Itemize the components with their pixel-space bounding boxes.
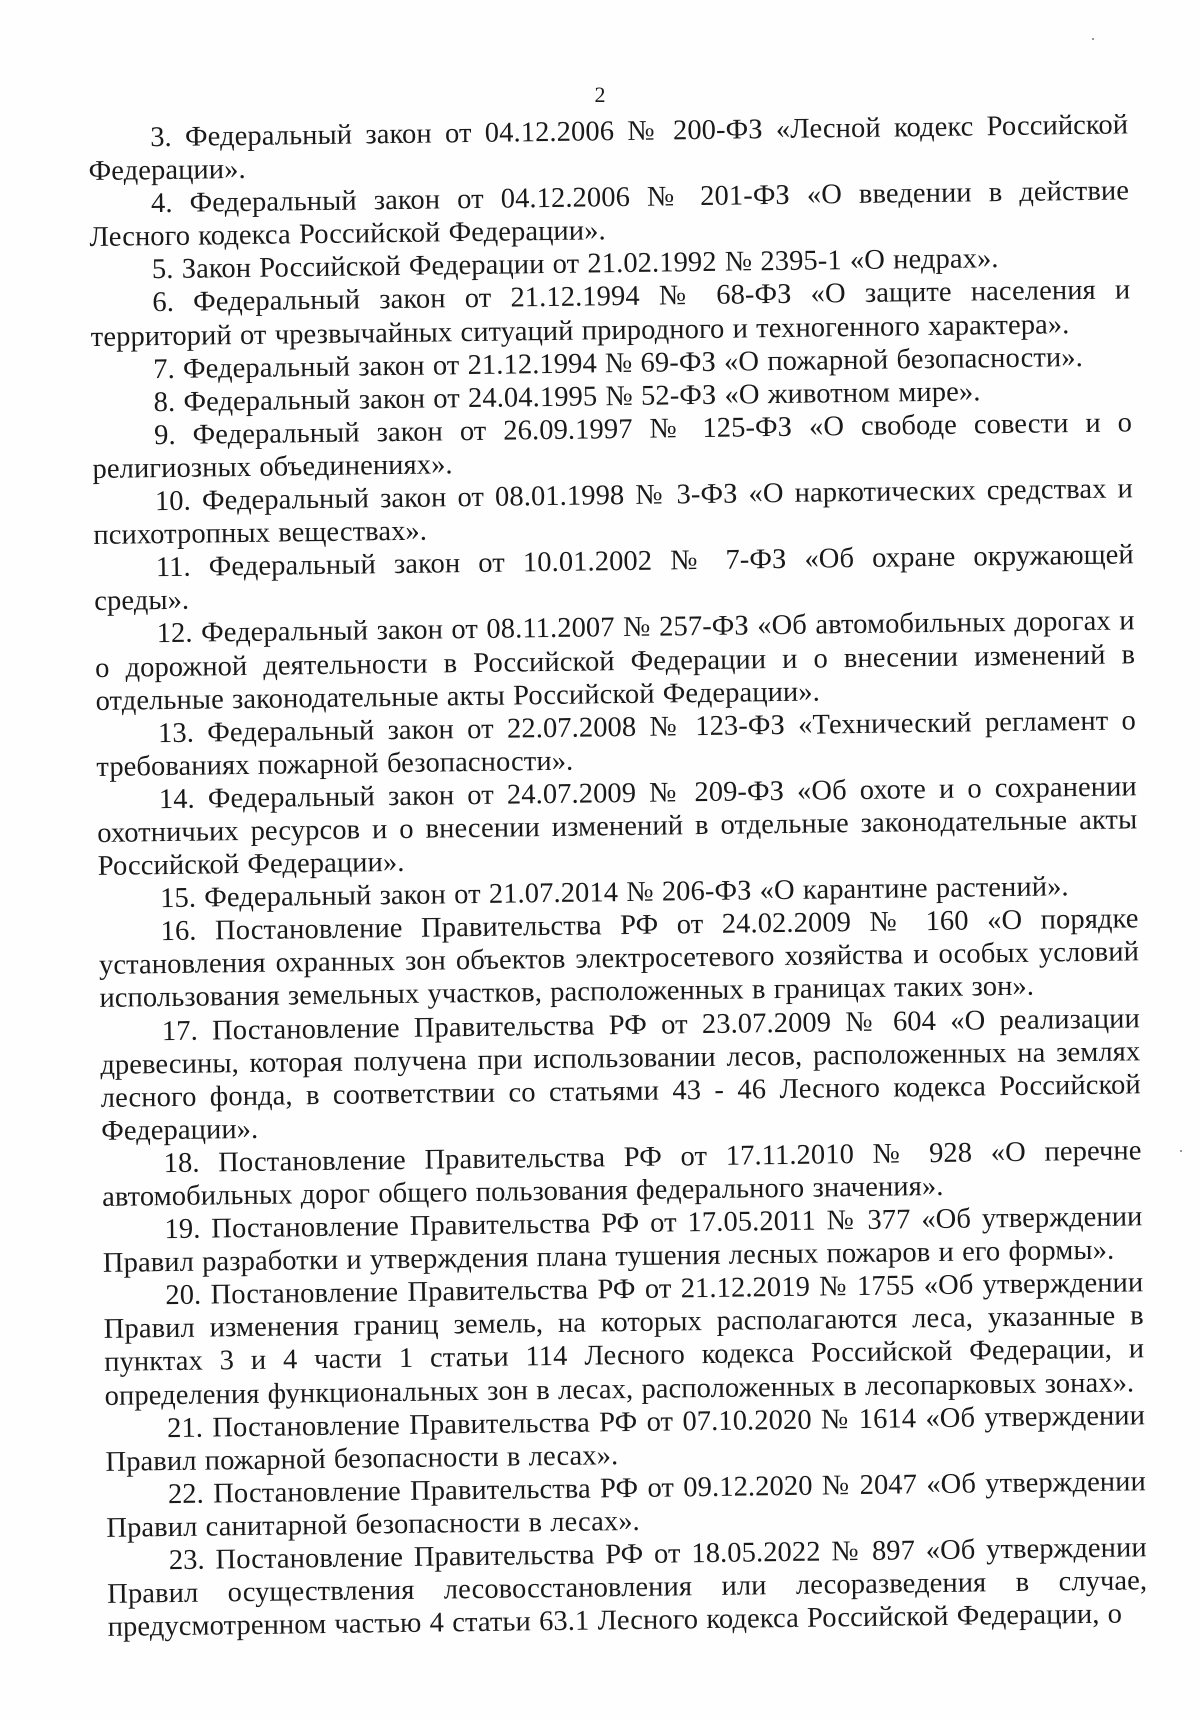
law-list-item: 21. Постановление Правительства РФ от 07.10.2020 № 1614 «Об утверждении Правил пожарной безопасности в лесах». xyxy=(105,1399,1146,1478)
scan-speck xyxy=(1180,1150,1182,1152)
law-list-item: 22. Постановление Правительства РФ от 09.12.2020 № 2047 «Об утверждении Правил санитарной безопасности в лесах». xyxy=(106,1466,1147,1544)
law-list xyxy=(88,108,1148,1644)
page-number: 2 xyxy=(594,82,606,107)
law-list-item: 14. Федеральный закон от 24.07.2009 № 209-ФЗ «Об охоте и о сохранении охотничьих ресурсов и о внесении изменений в отдельные законодательные акты Российской Федерации». xyxy=(97,771,1138,882)
law-list-item: 18. Постановление Правительства РФ от 17.11.2010 № 928 «О перечне автомобильных дорог общего пользования федерального значения». xyxy=(101,1135,1142,1213)
law-list-item: 3. Федеральный закон от 04.12.2006 № 200-ФЗ «Лесной кодекс Российской Федерации». xyxy=(88,109,1129,188)
law-list-item: 5. Закон Российской Федерации от 21.02.1992 № 2395-1 «О недрах». xyxy=(151,243,999,286)
law-list-item: 15. Федеральный закон от 21.07.2014 № 206-ФЗ «О карантине растений». xyxy=(159,871,1069,915)
law-list-item: 23. Постановление Правительства РФ от 18.05.2022 № 897 «Об утверждении Правил осуществления лесовосстановления или лесоразведения в случае, предусмотренном частью 4 статьи 63.1 Лесного кодекса Российской Федерации, о xyxy=(107,1532,1148,1644)
law-list-item: 13. Федеральный закон от 22.07.2008 № 123-ФЗ «Технический регламент о требованиях пожарной безопасности». xyxy=(96,705,1137,783)
law-list-item: 20. Постановление Правительства РФ от 21.12.2019 № 1755 «Об утверждении Правил изменения границ земель, на которых располагаются леса, указанные в пунктах 3 и 4 части 1 статьи 114 Лесного кодекса Российской Федерации, и определения функциональных зон в лесах, расположенных в лесопарковых зонах». xyxy=(103,1267,1145,1412)
law-list-item: 16. Постановление Правительства РФ от 24.02.2009 № 160 «О порядке установления охранных зон объектов электросетевого хозяйства и особых условий использования земельных участков, расположенных в границах таких зон». xyxy=(98,903,1140,1015)
law-list-item: 12. Федеральный закон от 08.11.2007 № 257-ФЗ «Об автомобильных дорогах и о дорожной деятельности в Российской Федерации и о внесении изменений в отдельные законодательные акты Российской Федерации». xyxy=(94,605,1136,717)
scan-speck xyxy=(1092,38,1094,40)
law-list-item: 4. Федеральный закон от 04.12.2006 № 201-ФЗ «О введении в действие Лесного кодекса Российской Федерации». xyxy=(89,175,1130,254)
law-list-item: 10. Федеральный закон от 08.01.1998 № 3-ФЗ «О наркотических средствах и психотропных веществах». xyxy=(93,473,1134,552)
law-list-item: 17. Постановление Правительства РФ от 23.07.2009 № 604 «О реализации древесины, которая получена при использовании лесов, расположенных на землях лесного фонда, в соответствии со статьями 43 - 46 Лесного кодекса Российской Федерации». xyxy=(100,1002,1141,1147)
law-list-item: 19. Постановление Правительства РФ от 17.05.2011 № 377 «Об утверждении Правил разработки и утверждения плана тушения лесных пожаров и его формы». xyxy=(102,1201,1143,1280)
law-list-item: 6. Федеральный закон от 21.12.1994 № 68-ФЗ «О защите населения и территорий от чрезвычайных ситуаций природного и техногенного характера». xyxy=(90,274,1131,353)
law-list-item: 11. Федеральный закон от 10.01.2002 № 7-ФЗ «Об охране окружающей среды». xyxy=(94,539,1134,618)
law-list-item: 8. Федеральный закон от 24.04.1995 № 52-ФЗ «О животном мире». xyxy=(153,376,981,418)
law-list-item: 7. Федеральный закон от 21.12.1994 № 69-ФЗ «О пожарной безопасности». xyxy=(153,341,1084,385)
law-list-item: 9. Федеральный закон от 26.09.1997 № 125-ФЗ «О свободе совести и о религиозных объединениях». xyxy=(92,407,1133,485)
